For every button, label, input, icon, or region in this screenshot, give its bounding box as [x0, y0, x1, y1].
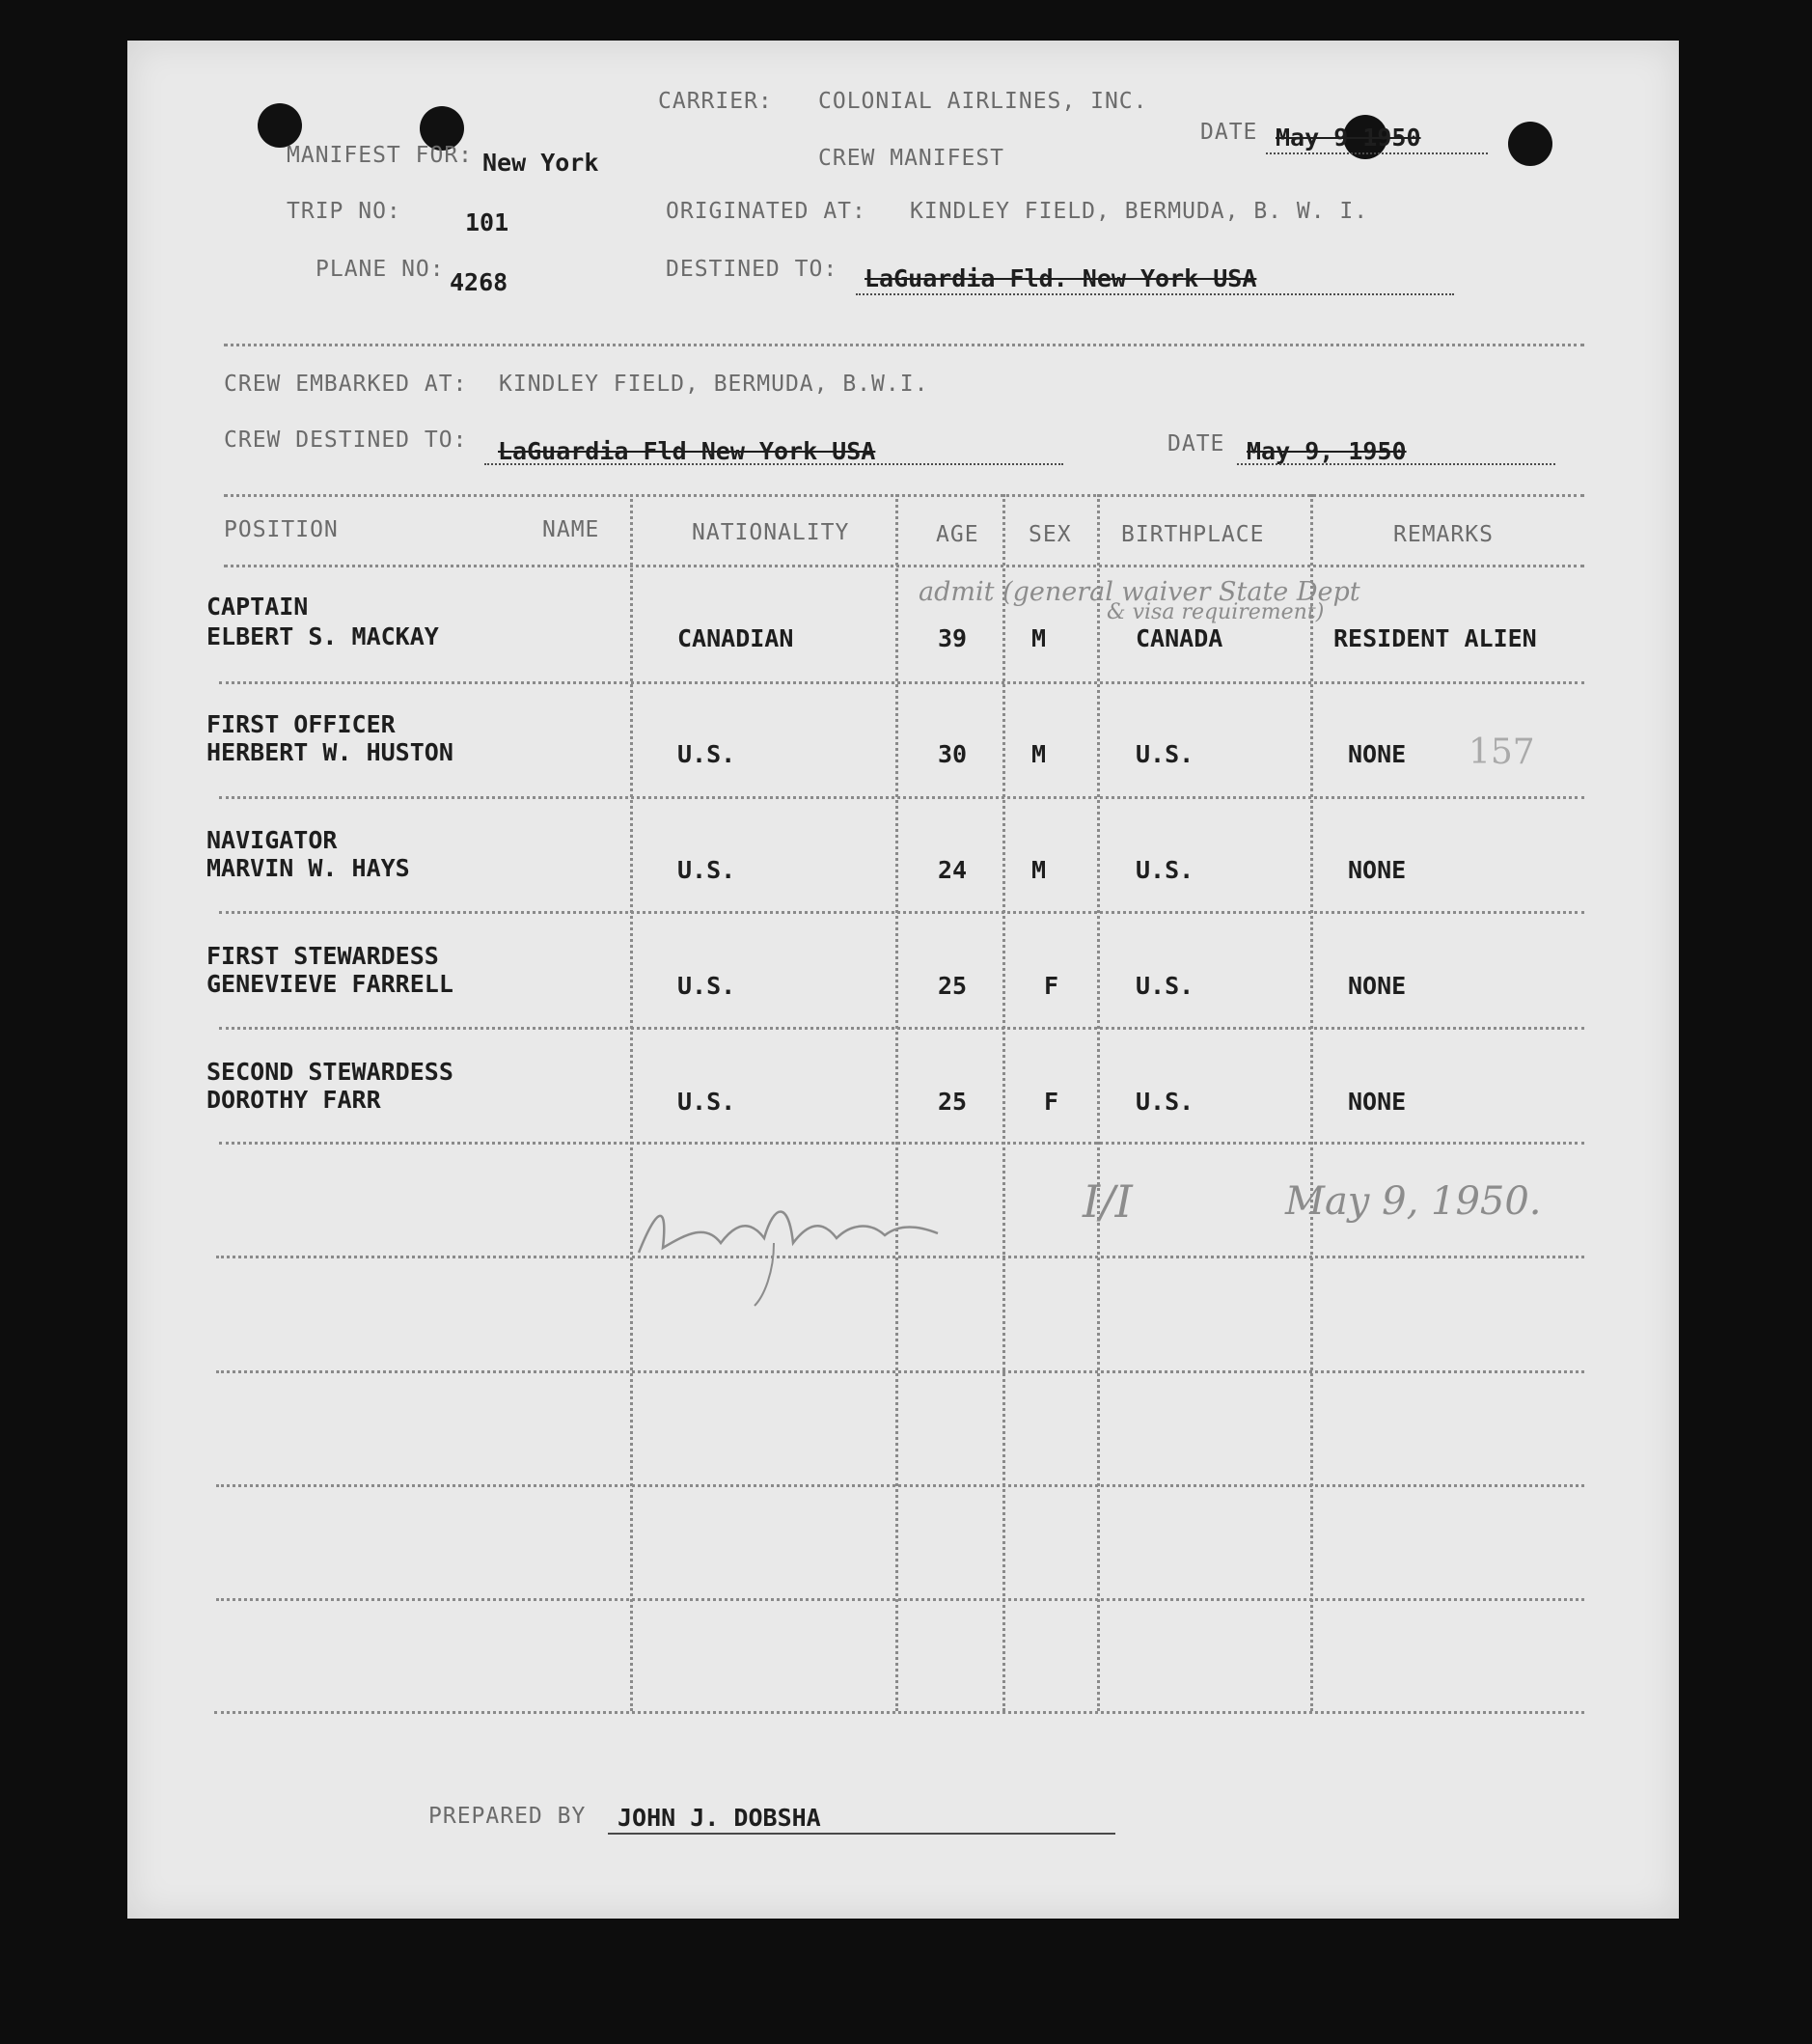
- row-birthplace: U.S.: [1136, 856, 1194, 884]
- row-sex: M: [1031, 856, 1047, 884]
- header-divider: [224, 344, 1584, 346]
- row-age: 30: [938, 740, 968, 768]
- handwritten-note: & visa requirement): [1107, 600, 1325, 624]
- row-birthplace: CANADA: [1136, 624, 1223, 652]
- row-birthplace: U.S.: [1136, 972, 1194, 1000]
- trip-no-value: 101: [465, 208, 509, 236]
- row-name: HERBERT W. HUSTON: [206, 738, 453, 766]
- row-age: 25: [938, 972, 968, 1000]
- prepared-by-value: JOHN J. DOBSHA: [618, 1804, 821, 1832]
- row-sex: M: [1031, 740, 1047, 768]
- crew-embarked-label: CREW EMBARKED AT:: [224, 372, 468, 397]
- row-name: GENEVIEVE FARRELL: [206, 970, 453, 998]
- table-header-rule: [224, 565, 1584, 567]
- table-top-rule: [224, 494, 1584, 497]
- row-position: FIRST STEWARDESS: [206, 942, 439, 970]
- originated-value: KINDLEY FIELD, BERMUDA, B. W. I.: [910, 199, 1369, 224]
- row-name: DOROTHY FARR: [206, 1086, 381, 1114]
- row-remarks: NONE: [1348, 856, 1407, 884]
- row-sex: F: [1044, 972, 1059, 1000]
- row-rule: [219, 1142, 1584, 1145]
- row-rule: [219, 681, 1584, 684]
- col-header-name: NAME: [542, 517, 600, 542]
- crew-date-label: DATE: [1167, 431, 1225, 456]
- row-remarks: NONE: [1348, 972, 1407, 1000]
- row-nationality: U.S.: [677, 740, 736, 768]
- row-rule: [216, 1484, 1584, 1487]
- crew-destined-label: CREW DESTINED TO:: [224, 428, 468, 453]
- row-name: MARVIN W. HAYS: [206, 854, 410, 882]
- row-remarks: NONE: [1348, 740, 1407, 768]
- col-header-nationality: NATIONALITY: [692, 520, 850, 545]
- row-remarks: RESIDENT ALIEN: [1333, 624, 1537, 652]
- row-rule: [216, 1370, 1584, 1373]
- crew-date-underline: [1237, 463, 1555, 465]
- row-birthplace: U.S.: [1136, 740, 1194, 768]
- date-label: DATE: [1200, 120, 1258, 145]
- row-birthplace: U.S.: [1136, 1088, 1194, 1116]
- row-name: ELBERT S. MACKAY: [206, 622, 439, 650]
- table-bottom-rule: [214, 1711, 1584, 1714]
- inspector-initials: I/I: [1083, 1175, 1133, 1228]
- row-nationality: U.S.: [677, 1088, 736, 1116]
- carrier-label: CARRIER:: [658, 89, 773, 114]
- row-age: 25: [938, 1088, 968, 1116]
- destined-value: LaGuardia Fld. New York USA: [865, 264, 1257, 292]
- prepared-by-label: PREPARED BY: [428, 1804, 587, 1829]
- manifest-for-value: New York: [482, 149, 599, 177]
- col-header-age: AGE: [936, 522, 979, 547]
- row-nationality: U.S.: [677, 972, 736, 1000]
- punch-hole: [1508, 122, 1552, 166]
- row-rule: [216, 1598, 1584, 1601]
- col-header-position: POSITION: [224, 517, 339, 542]
- date-value: May 9 1950: [1276, 124, 1421, 152]
- plane-no-label: PLANE NO:: [316, 257, 445, 282]
- crew-destined-value: LaGuardia Fld New York USA: [498, 437, 876, 465]
- inspector-signature-scribble: [629, 1166, 947, 1311]
- col-divider: [1002, 494, 1005, 1711]
- row-position: CAPTAIN: [206, 593, 309, 621]
- row-age: 24: [938, 856, 968, 884]
- manifest-for-label: MANIFEST FOR:: [287, 143, 474, 168]
- crew-destined-underline: [484, 463, 1063, 465]
- row-sex: F: [1044, 1088, 1059, 1116]
- inspection-date: May 9, 1950.: [1285, 1179, 1542, 1224]
- prepared-by-underline: [608, 1833, 1115, 1835]
- punch-hole: [258, 103, 302, 148]
- row-rule: [219, 796, 1584, 799]
- row-sex: M: [1031, 624, 1047, 652]
- row-remarks: NONE: [1348, 1088, 1407, 1116]
- originated-label: ORIGINATED AT:: [666, 199, 866, 224]
- carrier-value: COLONIAL AIRLINES, INC.: [818, 89, 1148, 114]
- row-age: 39: [938, 624, 968, 652]
- row-nationality: CANADIAN: [677, 624, 794, 652]
- col-header-sex: SEX: [1029, 522, 1072, 547]
- trip-no-label: TRIP NO:: [287, 199, 401, 224]
- manifest-sheet: [127, 41, 1679, 1919]
- col-divider: [895, 494, 898, 1711]
- row-rule: [219, 911, 1584, 914]
- destined-underline: [856, 293, 1454, 295]
- handwritten-note: admit (general waiver State Dept: [919, 577, 1360, 607]
- col-header-remarks: REMARKS: [1393, 522, 1494, 547]
- form-title: CREW MANIFEST: [818, 146, 1005, 171]
- row-nationality: U.S.: [677, 856, 736, 884]
- row-rule: [219, 1027, 1584, 1030]
- date-underline: [1266, 152, 1488, 154]
- col-divider: [630, 494, 633, 1711]
- col-header-birthplace: BIRTHPLACE: [1121, 522, 1265, 547]
- page-number-stamp: 157: [1469, 732, 1535, 772]
- row-position: FIRST OFFICER: [206, 710, 396, 738]
- row-position: SECOND STEWARDESS: [206, 1058, 453, 1086]
- row-position: NAVIGATOR: [206, 826, 338, 854]
- col-divider: [1310, 494, 1313, 1711]
- crew-date-value: May 9, 1950: [1247, 437, 1407, 465]
- plane-no-value: 4268: [450, 268, 508, 296]
- col-divider: [1097, 494, 1100, 1711]
- crew-embarked-value: KINDLEY FIELD, BERMUDA, B.W.I.: [499, 372, 929, 397]
- destined-label: DESTINED TO:: [666, 257, 838, 282]
